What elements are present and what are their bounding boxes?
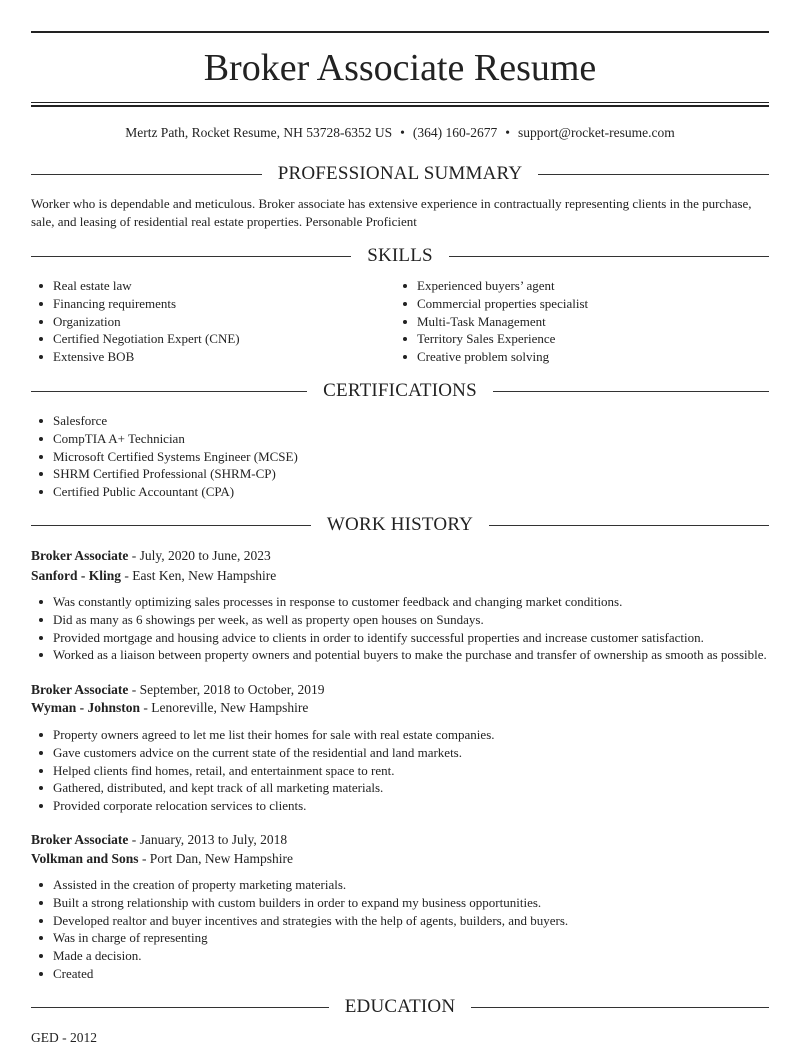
job-title-line: [31, 681, 325, 699]
education-entry: GED - 2012: [31, 1030, 97, 1045]
job-title-line: [31, 831, 287, 849]
contact-phone: (364) 160-2677: [412, 125, 498, 140]
heading-rule-left: [31, 174, 262, 175]
list-item: Provided mortgage and housing advice to clients in order to identify successful properties and increase customer satisfaction.: [53, 629, 791, 647]
list-item: Made a decision.: [53, 947, 791, 965]
job-company: Wyman - Johnston: [31, 700, 141, 715]
list-item: CompTIA A+ Technician: [53, 430, 753, 448]
title-rule-thick: [31, 105, 769, 107]
job-bullets: [31, 876, 791, 983]
job-company-line: [31, 850, 293, 868]
top-rule: [31, 31, 769, 33]
list-item: Salesforce: [53, 412, 753, 430]
job-company-line: [31, 567, 276, 585]
summary-text: Worker who is dependable and meticulous. Broker associate has extensive experience in contractually representing clients in the purchase, sale, and leasing of residential real estate properties. Personable Proficient: [31, 196, 752, 229]
list-item: Certified Public Accountant (CPA): [53, 483, 753, 501]
list-item: Multi-Task Management: [417, 313, 757, 331]
list-item: Creative problem solving: [417, 348, 757, 366]
job-title: Broker Associate: [31, 682, 129, 697]
heading-rule-right: [538, 174, 769, 175]
heading-rule-right: [471, 1007, 769, 1008]
list-item: Certified Negotiation Expert (CNE): [53, 330, 393, 348]
heading-rule-right: [489, 525, 769, 526]
list-item: Was constantly optimizing sales processes in response to customer feedback and changing market conditions.: [53, 593, 791, 611]
section-heading-work-history: [31, 513, 769, 537]
section-heading-summary: [31, 162, 769, 186]
heading-rule-right: [449, 256, 769, 257]
job-company-line: [31, 699, 308, 717]
list-item: Developed realtor and buyer incentives and strategies with the help of agents, builders, and buyers.: [53, 912, 791, 930]
heading-rule-left: [31, 1007, 329, 1008]
job-title: Broker Associate: [31, 832, 129, 847]
skills-list-left: [31, 277, 393, 366]
job-dates: - September, 2018 to October, 2019: [128, 682, 325, 697]
list-item: Built a strong relationship with custom builders in order to expand my business opportunities.: [53, 894, 791, 912]
title-rule-thin: [31, 102, 769, 103]
list-item: Experienced buyers’ agent: [417, 277, 757, 295]
heading-rule-right: [493, 391, 769, 392]
certifications-list: [31, 412, 753, 501]
resume-title: Broker Associate Resume: [203, 47, 597, 89]
skills-list-right: [395, 277, 757, 366]
section-title: WORK HISTORY: [326, 514, 474, 535]
job-location: - East Ken, New Hampshire: [121, 568, 277, 583]
job-bullets: [31, 726, 791, 815]
bullet-separator: •: [505, 125, 511, 140]
section-heading-certifications: [31, 379, 769, 403]
contact-email: support@rocket-resume.com: [518, 125, 675, 140]
list-item: Gathered, distributed, and kept track of all marketing materials.: [53, 779, 791, 797]
job-dates: - January, 2013 to July, 2018: [128, 832, 288, 847]
list-item: Microsoft Certified Systems Engineer (MCSE): [53, 448, 753, 466]
list-item: Financing requirements: [53, 295, 393, 313]
list-item: Helped clients find homes, retail, and entertainment space to rent.: [53, 762, 791, 780]
list-item: SHRM Certified Professional (SHRM-CP): [53, 465, 753, 483]
heading-rule-left: [31, 391, 307, 392]
job-title-line: [31, 547, 271, 565]
list-item: Was in charge of representing: [53, 929, 791, 947]
heading-rule-left: [31, 256, 351, 257]
contact-address: Mertz Path, Rocket Resume, NH 53728-6352 US: [125, 125, 393, 140]
list-item: Territory Sales Experience: [417, 330, 757, 348]
job-location: - Port Dan, New Hampshire: [138, 851, 294, 866]
list-item: Gave customers advice on the current state of the residential and land markets.: [53, 744, 791, 762]
job-company: Sanford - Kling: [31, 568, 122, 583]
list-item: Commercial properties specialist: [417, 295, 757, 313]
heading-rule-left: [31, 525, 311, 526]
list-item: Assisted in the creation of property marketing materials.: [53, 876, 791, 894]
job-title: Broker Associate: [31, 548, 129, 563]
job-dates: - July, 2020 to June, 2023: [128, 548, 271, 563]
section-heading-education: [31, 995, 769, 1019]
section-title: CERTIFICATIONS: [323, 380, 477, 401]
list-item: Real estate law: [53, 277, 393, 295]
list-item: Worked as a liaison between property owners and potential buyers to make the purchase and transfer of ownership as smooth as possible.: [53, 646, 791, 664]
list-item: Property owners agreed to let me list their homes for sale with real estate companies.: [53, 726, 791, 744]
list-item: Created: [53, 965, 791, 983]
bullet-separator: •: [400, 125, 405, 140]
job-company: Volkman and Sons: [31, 851, 139, 866]
section-heading-skills: [31, 244, 769, 268]
section-title: EDUCATION: [344, 996, 456, 1017]
list-item: Did as many as 6 showings per week, as well as property open houses on Sundays.: [53, 611, 791, 629]
job-location: - Lenoreville, New Hampshire: [140, 700, 309, 715]
list-item: Extensive BOB: [53, 348, 393, 366]
list-item: Organization: [53, 313, 393, 331]
section-title: PROFESSIONAL SUMMARY: [277, 163, 523, 184]
section-title: SKILLS: [367, 245, 433, 266]
list-item: Provided corporate relocation services to clients.: [53, 797, 791, 815]
contact-info: [31, 124, 769, 142]
job-bullets: [31, 593, 791, 664]
